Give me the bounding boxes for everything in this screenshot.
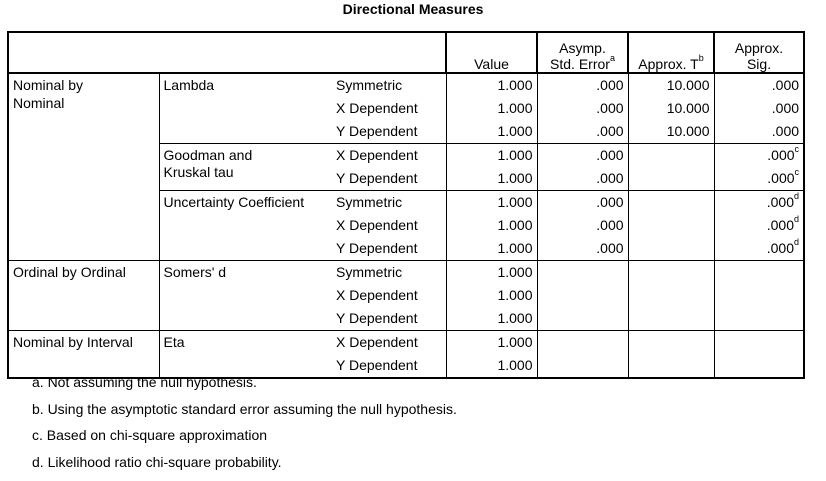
table-row: [8, 237, 804, 261]
dependent-label: Y Dependent: [335, 237, 446, 261]
table-row: [8, 284, 804, 307]
approx-sig-cell: .000$^d$: [714, 237, 804, 261]
measure-label: [159, 307, 335, 331]
approx-t-cell: [628, 167, 714, 191]
header-blank-cell: [8, 32, 446, 73]
measure-label: Eta: [159, 331, 335, 355]
dependent-label: Y Dependent: [335, 167, 446, 191]
approx-t-cell: [628, 284, 714, 307]
value-cell: 1.000: [446, 214, 537, 237]
group-label: [8, 167, 159, 191]
std-error-cell: .000: [537, 144, 628, 168]
std-error-cell: .000: [537, 120, 628, 144]
std-error-cell: .000: [537, 214, 628, 237]
dependent-label: Y Dependent: [335, 120, 446, 144]
value-cell: 1.000: [446, 354, 537, 378]
table-row: [8, 261, 804, 285]
dependent-label: Y Dependent: [335, 307, 446, 331]
std-error-cell: [537, 307, 628, 331]
approx-sig-cell: .000$^c$: [714, 144, 804, 168]
group-label: [8, 214, 159, 237]
approx-t-cell: [628, 191, 714, 215]
header-approx-sig: Approx. Sig.: [714, 32, 804, 73]
approx-t-cell: [628, 144, 714, 168]
group-label: Nominal: [8, 97, 159, 120]
measure-label: [159, 97, 335, 120]
std-error-cell: .000: [537, 73, 628, 97]
header-asymp-std-error: Asymp. Std. Error$^a$: [537, 32, 628, 73]
footnote-d: d. Likelihood ratio chi-square probability.: [32, 453, 282, 470]
value-cell: 1.000: [446, 307, 537, 331]
approx-t-cell: [628, 307, 714, 331]
group-label: [8, 191, 159, 215]
approx-sig-cell: .000$^d$: [714, 214, 804, 237]
group-label: [8, 120, 159, 144]
dependent-label: X Dependent: [335, 97, 446, 120]
group-label: Nominal by: [8, 73, 159, 97]
approx-sig-cell: [714, 284, 804, 307]
group-label: [8, 237, 159, 261]
approx-t-cell: [628, 354, 714, 378]
table-row: [8, 331, 804, 355]
footnote-b: b. Using the asymptotic standard error assuming the null hypothesis.: [32, 400, 457, 417]
header-value: Value: [446, 32, 537, 73]
header-approx-t: Approx. $T^b$: [628, 32, 714, 73]
approx-t-cell: 10.000: [628, 97, 714, 120]
value-cell: 1.000: [446, 144, 537, 168]
std-error-cell: [537, 331, 628, 355]
approx-t-cell: 10.000: [628, 73, 714, 97]
group-label: Nominal by Interval: [8, 331, 159, 355]
table-row: [8, 73, 804, 97]
approx-sig-cell: .000$^c$: [714, 167, 804, 191]
dependent-label: Symmetric: [335, 261, 446, 285]
value-cell: 1.000: [446, 167, 537, 191]
value-cell: 1.000: [446, 284, 537, 307]
measure-label: Lambda: [163, 77, 215, 93]
dependent-label: X Dependent: [335, 214, 446, 237]
approx-t-cell: 10.000: [628, 120, 714, 144]
footnotes: [32, 372, 457, 478]
std-error-cell: .000: [537, 167, 628, 191]
approx-sig-cell: [714, 261, 804, 285]
table-row: [8, 167, 804, 191]
approx-sig-cell: .000$^d$: [714, 191, 804, 215]
header-row: [8, 32, 804, 73]
group-label: [8, 144, 159, 168]
measure-label: Kruskal tau: [163, 167, 234, 180]
approx-t-cell: [628, 261, 714, 285]
directional-measures-table: [7, 31, 805, 379]
std-error-cell: .000: [537, 237, 628, 261]
value-cell: 1.000: [446, 120, 537, 144]
measure-label: Uncertainty Coefficient: [159, 191, 335, 215]
approx-sig-cell: [714, 307, 804, 331]
footnote-c: c. Based on chi-square approximation: [32, 427, 268, 443]
value-cell: 1.000: [446, 237, 537, 261]
value-cell: 1.000: [446, 73, 537, 97]
table-row: [8, 214, 804, 237]
measure-label: Goodman and: [159, 144, 335, 168]
value-cell: 1.000: [446, 331, 537, 355]
table-row: [8, 144, 804, 168]
std-error-cell: [537, 284, 628, 307]
table-row: [8, 307, 804, 331]
value-cell: 1.000: [446, 191, 537, 215]
measure-label: Somers' d: [159, 261, 335, 285]
std-error-cell: [537, 354, 628, 378]
dependent-label: X Dependent: [335, 144, 446, 168]
approx-sig-cell: .000: [714, 73, 804, 97]
table-row: [8, 191, 804, 215]
approx-sig-cell: [714, 331, 804, 355]
std-error-cell: [537, 261, 628, 285]
dependent-label: Symmetric: [335, 73, 446, 97]
group-label: Ordinal by Ordinal: [8, 261, 159, 285]
approx-sig-cell: .000: [714, 97, 804, 120]
group-label: [8, 307, 159, 331]
dependent-label: X Dependent: [335, 284, 446, 307]
table-row: [8, 120, 804, 144]
std-error-cell: .000: [537, 97, 628, 120]
dependent-label: Y Dependent: [335, 354, 446, 378]
measure-label: [159, 214, 335, 237]
footnote-a: a. Not assuming the null hypothesis.: [32, 374, 257, 390]
group-label: [8, 284, 159, 307]
table-row: [8, 97, 804, 120]
approx-t-cell: [628, 214, 714, 237]
measure-label: [159, 237, 335, 261]
table-title: Directional Measures: [342, 1, 484, 17]
dependent-label: X Dependent: [335, 331, 446, 355]
approx-sig-cell: .000: [714, 120, 804, 144]
approx-t-cell: [628, 331, 714, 355]
measure-label: [159, 120, 335, 144]
measure-label: [159, 284, 335, 307]
approx-sig-cell: [714, 354, 804, 378]
approx-t-cell: [628, 237, 714, 261]
value-cell: 1.000: [446, 97, 537, 120]
std-error-cell: .000: [537, 191, 628, 215]
dependent-label: Symmetric: [335, 191, 446, 215]
value-cell: 1.000: [446, 261, 537, 285]
